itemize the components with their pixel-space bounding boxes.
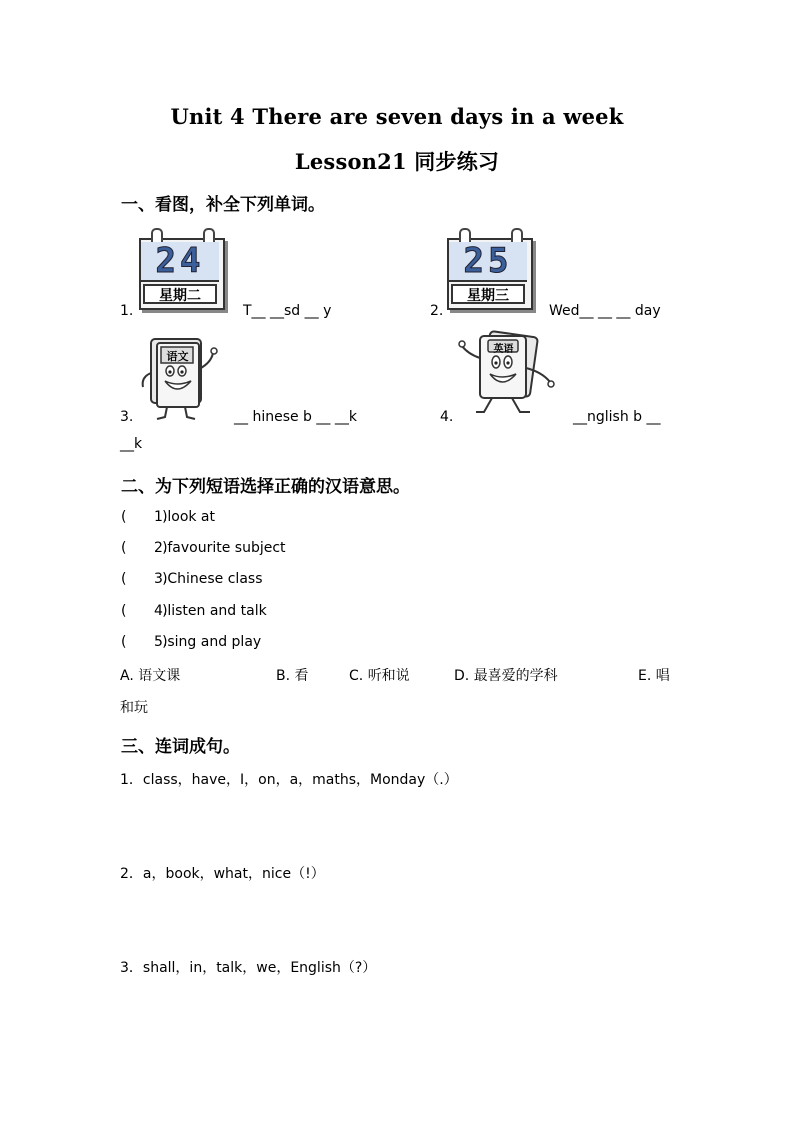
- calendar-number: 25: [449, 242, 527, 282]
- answer-paren: ( ): [121, 509, 168, 525]
- item1-blank: T__ __sd __ y: [243, 303, 332, 319]
- phrase-item: 1.look at: [154, 509, 216, 525]
- option-d: D. 最喜爱的学科: [454, 668, 558, 684]
- phrase-item: 4.listen and talk: [154, 603, 267, 619]
- phrase-item: 2.favourite subject: [154, 540, 286, 556]
- page-title: Unit 4 There are seven days in a week: [170, 104, 624, 129]
- option-e: E. 唱: [638, 668, 670, 684]
- answer-paren: ( ): [121, 603, 168, 619]
- sentence-item: 3．shall，in，talk，we，English（?）: [120, 960, 377, 976]
- answer-paren: ( ): [121, 571, 168, 587]
- phrase-item: 5.sing and play: [154, 634, 262, 650]
- page-subtitle: Lesson21 同步练习: [294, 149, 500, 174]
- book-label: 语文: [166, 350, 189, 363]
- item2-blank: Wed__ __ __ day: [549, 303, 661, 319]
- calendar-icon: [445, 228, 533, 308]
- answer-paren: ( ): [121, 540, 168, 556]
- section3-heading: 三、连词成句。: [121, 737, 240, 757]
- calendar-day: 星期二: [143, 284, 217, 304]
- item4-number: 4.: [440, 409, 454, 425]
- book-label: 英语: [493, 344, 514, 355]
- sentence-item: 2．a，book，what，nice（!）: [120, 866, 325, 882]
- section1-heading: 一、看图，补全下列单词。: [121, 195, 325, 215]
- option-e-wrap: 和玩: [120, 700, 148, 716]
- item4-blank: __nglish b __: [573, 409, 661, 425]
- option-b: B. 看: [276, 668, 309, 684]
- calendar-day: 星期三: [451, 284, 525, 304]
- answer-paren: ( ): [121, 634, 168, 650]
- calendar-number: 24: [141, 242, 219, 282]
- item1-number: 1.: [120, 303, 134, 319]
- item2-number: 2.: [430, 303, 444, 319]
- calendar-icon: [137, 228, 225, 308]
- item4-blank-wrap: __k: [120, 436, 143, 452]
- option-c: C. 听和说: [349, 668, 410, 684]
- option-a: A. 语文课: [120, 668, 181, 684]
- sentence-item: 1．class，have，I，on，a，maths，Monday（.）: [120, 772, 458, 788]
- section2-heading: 二、为下列短语选择正确的汉语意思。: [121, 477, 410, 497]
- item3-number: 3.: [120, 409, 134, 425]
- item3-blank: __ hinese b __ __k: [234, 409, 357, 425]
- phrase-item: 3.Chinese class: [154, 571, 263, 587]
- english-book-character-icon: [458, 328, 544, 418]
- chinese-book-character-icon: [137, 333, 223, 423]
